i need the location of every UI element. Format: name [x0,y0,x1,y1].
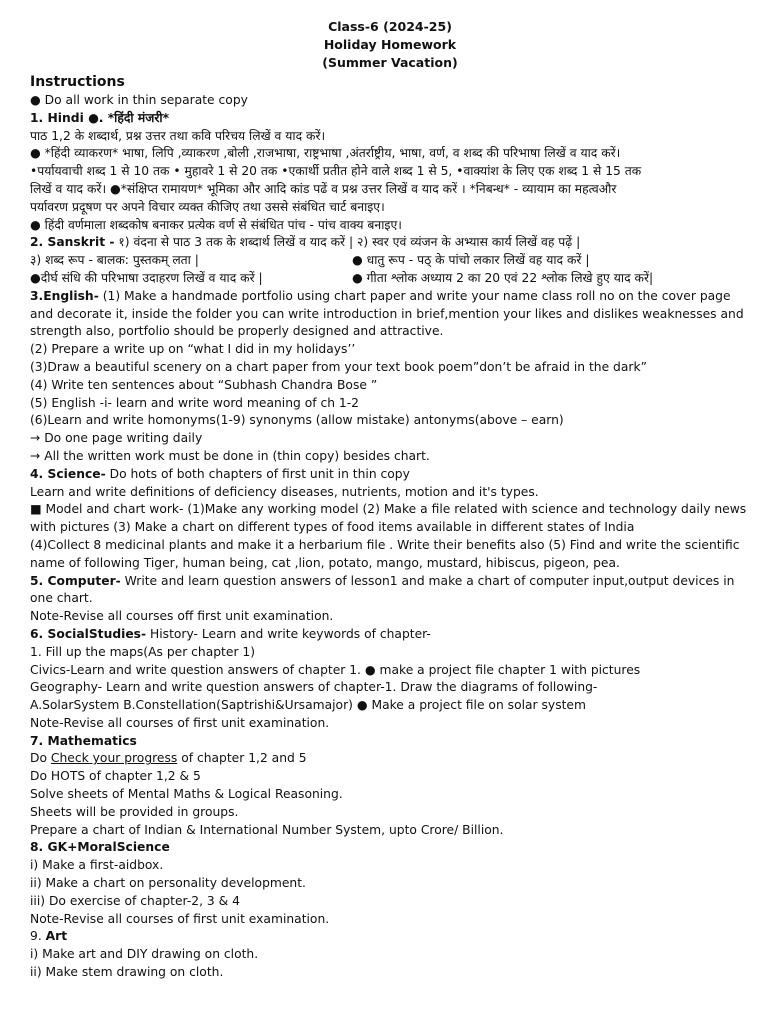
sanskrit-text-3b: ● गीता श्लोक अध्याय 2 का 20 एवं 22 श्लोक लिखे हुए याद करें| [352,270,654,285]
english-line-7: → Do one page writing daily [30,431,203,446]
science-paragraph-3: ■ Model and chart work- (1)Make any working model (2) Make a file related with science and technology daily news with pictures (3) Make a chart on different types of food items available in different states of India [30,502,747,535]
hindi-line-2: ● *हिंदी व्याकरण* भाषा, लिपि ,व्याकरण ,बोली ,राजभाषा, राष्ट्रभाषा ,अंतर्राष्ट्रीय, भाषा, वर्ण, व शब्द की परिभाषा लिखें व याद करें। [30,146,621,161]
gk-heading: 8. GK+MoralScience [30,840,170,855]
sanskrit-text-3a: ●दीर्घ संधि की परिभाषा उदाहरण लिखें व याद करें | [30,270,263,285]
maths-line-3: Solve sheets of Mental Maths & Logical Reasoning. [30,787,343,802]
instruction-line: ● Do all work in thin separate copy [30,93,248,107]
sanskrit-line-3 [30,270,750,288]
hindi-line-5: पर्यावरण प्रदूषण पर अपने विचार व्यक्त कीजिए तथा उससे संबंधित चार्ट बनाइए। [30,199,385,214]
gk-line-3: iii) Do exercise of chapter-2, 3 & 4 [30,893,240,908]
science-text-1: Do hots of both chapters of first unit in thin copy [105,466,410,481]
english-line-4: (4) Write ten sentences about “Subhash Chandra Bose ” [30,377,378,392]
art-line-1: i) Make art and DIY drawing on cloth. [30,947,259,962]
sanskrit-head: 2. Sanskrit - [30,235,115,250]
hindi-line-3: •पर्यायवाची शब्द 1 से 10 तक • मुहावरे 1 से 20 तक •एकार्थी प्रतीत होने वाले शब्द 1 से 5, •वाक्यांश के लिए एक शब्द 1 से 15 तक [30,164,642,179]
sanskrit-line-1 [30,234,750,252]
hindi-line-4: लिखें व याद करें। ●*संक्षिप्त रामायण* भूमिका और आदि कांड पढें व प्रश्न उत्तर लिखें व याद करें । *निबन्ध* - व्यायाम का महत्वऔर [30,181,617,196]
document-header [30,18,750,72]
social-line-1 [30,626,750,644]
maths-text-1a: Do [30,751,51,766]
maths-heading: 7. Mathematics [30,733,137,748]
social-head: 6. SocialStudies- [30,626,147,641]
hindi-head: 1. Hindi ●. *हिंदी मंजरी* [30,110,170,125]
class-title: Class-6 (2024-25) [328,19,452,34]
english-line-3: (3)Draw a beautiful scenery on a chart paper from your text book poem”don’t be afraid in the dark” [30,359,647,374]
science-head: 4. Science- [30,466,106,481]
sanskrit-text-2a: ३) शब्द रूप - बालक: पुस्तकम् लता | [30,253,199,268]
social-text-1: History- Learn and write keywords of chapter- [146,626,431,641]
computer-text-1: Write and learn question answers of lesson1 and make a chart of computer input,output devices in one chart. [30,573,735,606]
maths-line-4: Sheets will be provided in groups. [30,804,239,819]
maths-text-1c: of chapter 1,2 and 5 [177,751,307,766]
homework-title: Holiday Homework [323,37,457,52]
science-paragraph-4: (4)Collect 8 medicinal plants and make it a herbarium file . Write their benefits also (5) Find and write the scientific name of following Tiger, human being, cat ,lion, potato, mango, mustard, hibiscus, pigeon, pea. [30,537,740,570]
art-line-2: ii) Make stem drawing on cloth. [30,965,224,980]
social-line-5: A.SolarSystem B.Constellation(Saptrishi&Ursamajor) ● Make a project file on solar system [30,698,586,713]
art-head: Art [45,929,68,944]
gk-line-4: Note-Revise all courses of first unit examination. [30,911,330,926]
social-line-4: Geography- Learn and write question answers of chapter-1. Draw the diagrams of following- [30,680,598,695]
computer-paragraph-1 [30,573,750,609]
social-line-6: Note-Revise all courses of first unit examination. [30,715,330,730]
computer-head: 5. Computer- [30,573,121,588]
science-line-1 [30,466,750,484]
science-line-2: Learn and write definitions of deficiency diseases, nutrients, motion and it's types. [30,484,539,499]
english-text-1: (1) Make a handmade portfolio using chart paper and write your name class roll no on the cover page and decorate it, inside the folder you can write introduction in brief,mention your likes and dislikes weaknesses and strength also, portfolio should be properly designed and attractive. [30,288,744,339]
homework-document [30,18,750,982]
english-line-2: (2) Prepare a write up on “what I did in my holidays’’ [30,342,356,357]
sanskrit-text-2b: ● धातु रूप - पठ् के पांचो लकार लिखें वह याद करें | [352,253,590,268]
hindi-heading [30,110,750,128]
instructions-heading: Instructions [30,74,125,90]
english-line-5: (5) English -i- learn and write word meaning of ch 1-2 [30,395,360,410]
english-line-8: → All the written work must be done in (thin copy) besides chart. [30,448,430,463]
maths-line-5: Prepare a chart of Indian & International Number System, upto Crore/ Billion. [30,822,504,837]
english-paragraph-1 [30,288,750,341]
gk-line-2: ii) Make a chart on personality development. [30,876,306,891]
art-heading [30,928,750,946]
art-number: 9. [30,929,46,944]
english-head: 3.English- [30,288,99,303]
social-line-2: 1. Fill up the maps(As per chapter 1) [30,644,256,659]
vacation-title: (Summer Vacation) [322,55,458,70]
hindi-line-1: पाठ 1,2 के शब्दार्थ, प्रश्न उत्तर तथा कवि परिचय लिखें व याद करें। [30,128,326,143]
maths-text-1b: Check your progress [50,751,178,766]
maths-line-1 [30,750,750,768]
hindi-line-6: ● हिंदी वर्णमाला शब्दकोष बनाकर प्रत्येक वर्ण से संबंधित पांच - पांच वाक्य बनाइए। [30,217,402,232]
english-line-6: (6)Learn and write homonyms(1-9) synonyms (allow mistake) antonyms(above – earn) [30,413,564,428]
gk-line-1: i) Make a first-aidbox. [30,858,164,873]
sanskrit-text-1: १) वंदना से पाठ 3 तक के शब्दार्थ लिखें व याद करें | २) स्वर एवं व्यंजन के अभ्यास कार्य लिखें वह पढ़ें | [114,235,581,250]
maths-line-2: Do HOTS of chapter 1,2 & 5 [30,769,201,784]
sanskrit-line-2 [30,252,750,270]
social-line-3: Civics-Learn and write question answers of chapter 1. ● make a project file chapter 1 with pictures [30,662,641,677]
computer-line-2: Note-Revise all courses off first unit examination. [30,609,334,624]
